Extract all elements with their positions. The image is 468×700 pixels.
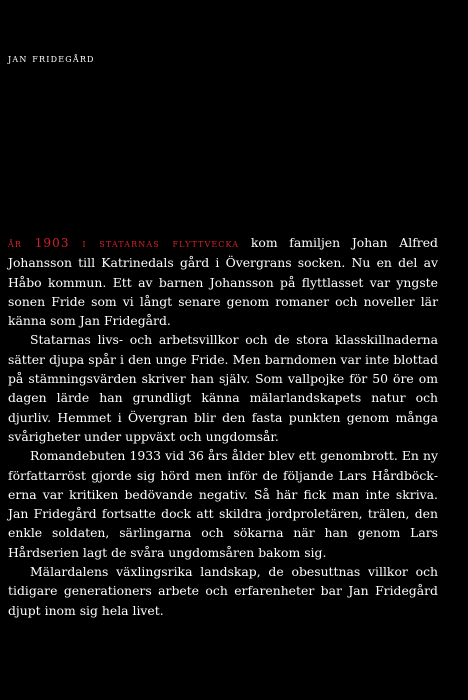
paragraph-1-text: kom familjen Johan Alfred Johansson till Katrinedals gård i Övergrans socken. Nu en del av Håbo kommun. Ett av barnen Johansson på flyttlasset var yngste sonen Fride som vi långt senare genom romaner och noveller lär känna som Jan Fridegård. [8, 235, 438, 329]
paragraph-4: Mälardalens växlingsrika landskap, de obesuttnas villkor och tidigare generationers arbete och erfarenheter bar Jan Fridegård djupt inom sig hela livet. [8, 564, 438, 618]
paragraph-3: Romandebuten 1933 vid 36 års ålder blev ett genombrott. En ny författarröst gjorde sig hörd men inför de följande Lars Hårdböckerna var kritiken bedövande negativ. Så här fick man inte skriva. Jan Fridegård fortsatte dock att skildra jordproletären, trälen, den enkle soldaten, särlingarna och sökarna när han genom Lars Hårdserien lagt de svåra ungdomsåren bakom sig. [8, 448, 438, 560]
paragraph-2: Statarnas livs- och arbetsvillkor och de stora klasskillnaderna sätter djupa spår i den unge Fride. Men barndomen var inte blottad på stämningsvärden skriver han själv. Som vallpojke för 50 öre om dagen lärde han grundligt känna mälarlandskapets natur och djurliv. Hemmet i Övergran blir den fasta punkten genom många svårigheter under uppväxt och ungdomsår. [8, 332, 438, 444]
running-head: jan fridegård [8, 52, 95, 65]
lead-in: år 1903 i statarnas flyttvecka [8, 236, 240, 250]
paragraph-1 [8, 233, 438, 330]
article-body [8, 233, 438, 620]
